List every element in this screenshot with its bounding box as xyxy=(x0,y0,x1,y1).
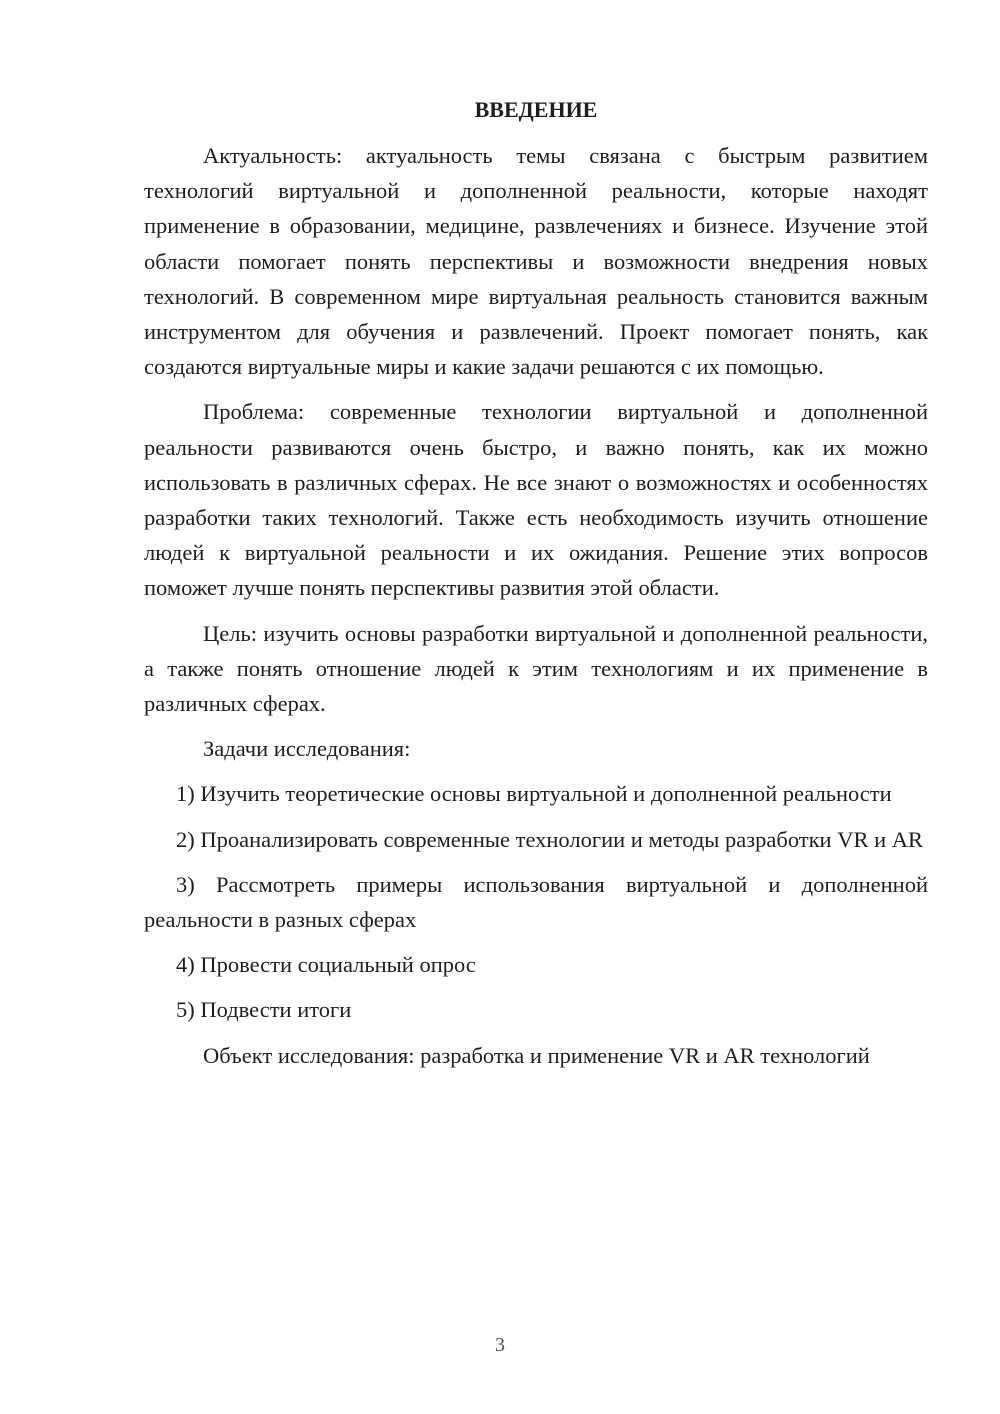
list-item: 4) Провести социальный опрос xyxy=(176,952,476,978)
list-item: 3) Рассмотреть примеры использования виртуальной и дополненной реальности в разных сферах xyxy=(144,871,928,933)
paragraph-relevance: Актуальность: актуальность темы связана с быстрым развитием технологий виртуальной и дополненной реальности, которые находят применение в образовании, медицине, развлечениях и бизнесе. Изучение этой области помогает понять перспективы и возможности внедрения новых технологий. В современном мире виртуальная реальность становится важным инструментом для обучения и развлечений. Проект помогает понять, как создаются виртуальные миры и какие задачи решаются с их помощью. xyxy=(144,143,928,380)
page-number: 3 xyxy=(495,1334,505,1356)
paragraph-problem: Проблема: современные технологии виртуальной и дополненной реальности развиваются очень быстро, и важно понять, как их можно использовать в различных сферах. Не все знают о возможностях и особенностях разработки таких технологий. Также есть необходимость изучить отношение людей к виртуальной реальности и их ожидания. Решение этих вопросов поможет лучше понять перспективы развития этой области. xyxy=(144,399,928,601)
list-item: 5) Подвести итоги xyxy=(176,997,352,1023)
document-page xyxy=(144,96,928,1083)
list-item: 1) Изучить теоретические основы виртуальной и дополненной реальности xyxy=(176,781,892,807)
tasks-heading: Задачи исследования: xyxy=(203,736,411,762)
paragraph-object: Объект исследования: разработка и применение VR и AR технологий xyxy=(203,1042,870,1068)
list-item: 2) Проанализировать современные технологии и методы разработки VR и AR xyxy=(176,826,924,852)
paragraph-goal: Цель: изучить основы разработки виртуальной и дополненной реальности, а также понять отношение людей к этим технологиям и их применение в различных сферах. xyxy=(144,620,928,717)
page-title: ВВЕДЕНИЕ xyxy=(474,97,598,122)
